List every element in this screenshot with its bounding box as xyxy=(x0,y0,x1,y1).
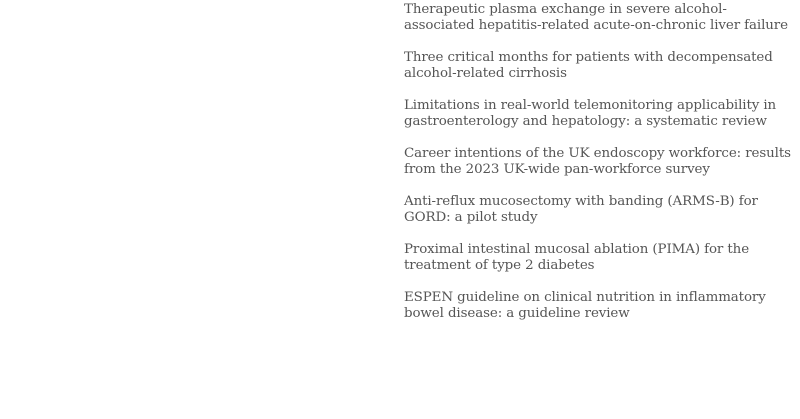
list-item xyxy=(404,50,794,82)
list-item xyxy=(404,242,794,274)
article-link[interactable]: Therapeutic plasma exchange in severe alcohol-associated hepatitis-related acute-on-chronic liver failure xyxy=(404,2,788,33)
article-link[interactable]: ESPEN guideline on clinical nutrition in inflammatory bowel disease: a guideline review xyxy=(404,290,766,321)
list-item xyxy=(404,194,794,226)
list-item xyxy=(404,2,794,34)
article-link[interactable]: Limitations in real-world telemonitoring applicability in gastroenterology and hepatology: a systematic review xyxy=(404,98,777,129)
list-item xyxy=(404,98,794,130)
article-link[interactable]: Career intentions of the UK endoscopy workforce: results from the 2023 UK-wide pan-workforce survey xyxy=(404,146,791,177)
article-link[interactable]: Three critical months for patients with decompensated alcohol-related cirrhosis xyxy=(404,50,773,81)
article-link[interactable]: Anti-reflux mucosectomy with banding (ARMS-B) for GORD: a pilot study xyxy=(404,194,758,225)
list-item xyxy=(404,146,794,178)
list-item xyxy=(404,290,794,322)
article-link[interactable]: Proximal intestinal mucosal ablation (PIMA) for the treatment of type 2 diabetes xyxy=(404,242,750,273)
related-articles-list xyxy=(404,2,794,338)
